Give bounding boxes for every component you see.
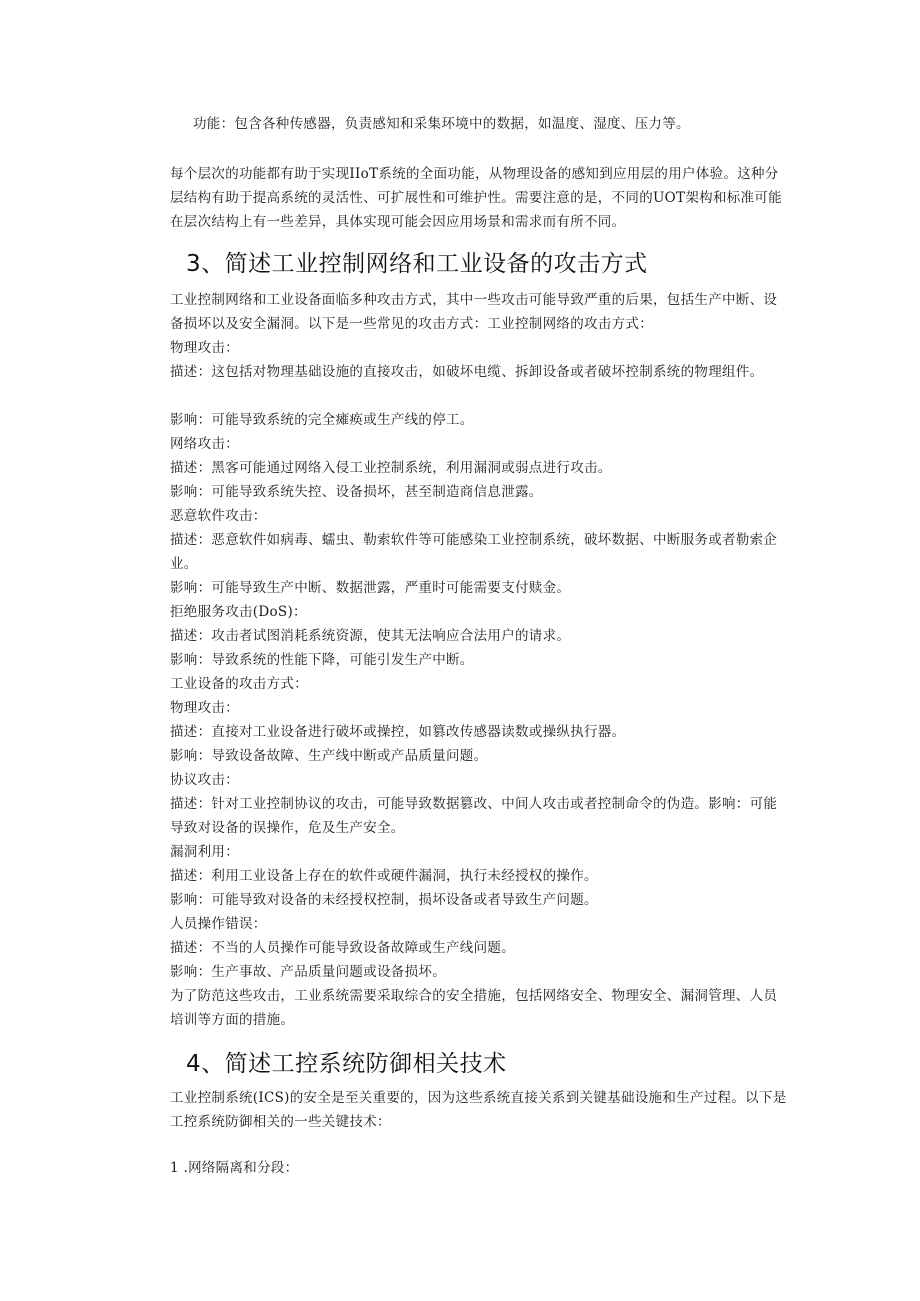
section-4-heading: 4、简述工控系统防御相关技术 (186, 1051, 507, 1077)
intro-function-line: 功能：包含各种传感器，负责感知和采集环境中的数据，如温度、湿度、压力等。 (193, 116, 690, 132)
device-physical-attack-desc: 描述：直接对工业设备进行破坏或操控，如篡改传感器读数或操纵执行器。 (170, 724, 626, 740)
dos-attack-desc: 描述：攻击者试图消耗系统资源，使其无法响应合法用户的请求。 (170, 628, 571, 644)
physical-attack-title: 物理攻击： (170, 340, 239, 356)
malware-attack-impact: 影响：可能导致生产中断、数据泄露，严重时可能需要支付赎金。 (170, 580, 571, 596)
human-error-desc: 描述：不当的人员操作可能导致设备故障或生产线问题。 (170, 940, 515, 956)
physical-attack-impact: 影响：可能导致系统的完全瘫痪或生产线的停工。 (170, 412, 474, 428)
section-4-item-1: 1 .网络隔离和分段： (170, 1160, 299, 1176)
section-4-intro: 工业控制系统(ICS)的安全是至关重要的，因为这些系统直接关系到关键基础设施和生产过程。以下是工控系统防御相关的一些关键技术： (170, 1090, 787, 1130)
section-3-heading: 3、简述工业控制网络和工业设备的攻击方式 (186, 251, 648, 277)
vuln-exploit-impact: 影响：可能导致对设备的未经授权控制，损坏设备或者导致生产问题。 (170, 892, 598, 908)
vuln-exploit-title: 漏洞利用： (170, 844, 239, 860)
human-error-impact: 影响：生产事故、产品质量问题或设备损坏。 (170, 964, 446, 980)
human-error-title: 人员操作错误： (170, 916, 267, 932)
network-attack-title: 网络攻击： (170, 436, 239, 452)
malware-attack-title: 恶意软件攻击： (170, 508, 267, 524)
device-physical-attack-title: 物理攻击： (170, 700, 239, 716)
protocol-attack-title: 协议攻击： (170, 772, 239, 788)
vuln-exploit-desc: 描述：利用工业设备上存在的软件或硬件漏洞，执行未经授权的操作。 (170, 868, 598, 884)
device-attack-subtitle: 工业设备的攻击方式： (170, 676, 308, 692)
physical-attack-desc: 描述：这包括对物理基础设施的直接攻击，如破坏电缆、拆卸设备或者破坏控制系统的物理组件。 (170, 364, 764, 380)
network-attack-impact: 影响：可能导致系统失控、设备损坏，甚至制造商信息泄露。 (170, 484, 543, 500)
device-physical-attack-impact: 影响：导致设备故障、生产线中断或产品质量问题。 (170, 748, 488, 764)
section-3-conclusion: 为了防范这些攻击，工业系统需要采取综合的安全措施，包括网络安全、物理安全、漏洞管理、人员培训等方面的措施。 (170, 988, 778, 1028)
protocol-attack-desc: 描述：针对工业控制协议的攻击，可能导致数据篡改、中间人攻击或者控制命令的伪造。影响：可能导致对设备的误操作，危及生产安全。 (170, 796, 778, 836)
dos-attack-title: 拒绝服务攻击(DoS)： (170, 604, 307, 620)
malware-attack-desc: 描述：恶意软件如病毒、蠕虫、勒索软件等可能感染工业控制系统，破坏数据、中断服务或者勒索企业。 (170, 532, 778, 572)
section-3-intro: 工业控制网络和工业设备面临多种攻击方式，其中一些攻击可能导致严重的后果，包括生产中断、设备损坏以及安全漏洞。以下是一些常见的攻击方式：工业控制网络的攻击方式： (170, 292, 778, 332)
network-attack-desc: 描述：黑客可能通过网络入侵工业控制系统，利用漏洞或弱点进行攻击。 (170, 460, 612, 476)
dos-attack-impact: 影响：导致系统的性能下降，可能引发生产中断。 (170, 652, 474, 668)
summary-paragraph: 每个层次的功能都有助于实现IIoT系统的全面功能，从物理设备的感知到应用层的用户体验。这种分层结构有助于提高系统的灵活性、可扩展性和可维护性。需要注意的是，不同的UOT架构和标准可能在层次结构上有一些差异，具体实现可能会因应用场景和需求而有所不同。 (170, 166, 782, 230)
